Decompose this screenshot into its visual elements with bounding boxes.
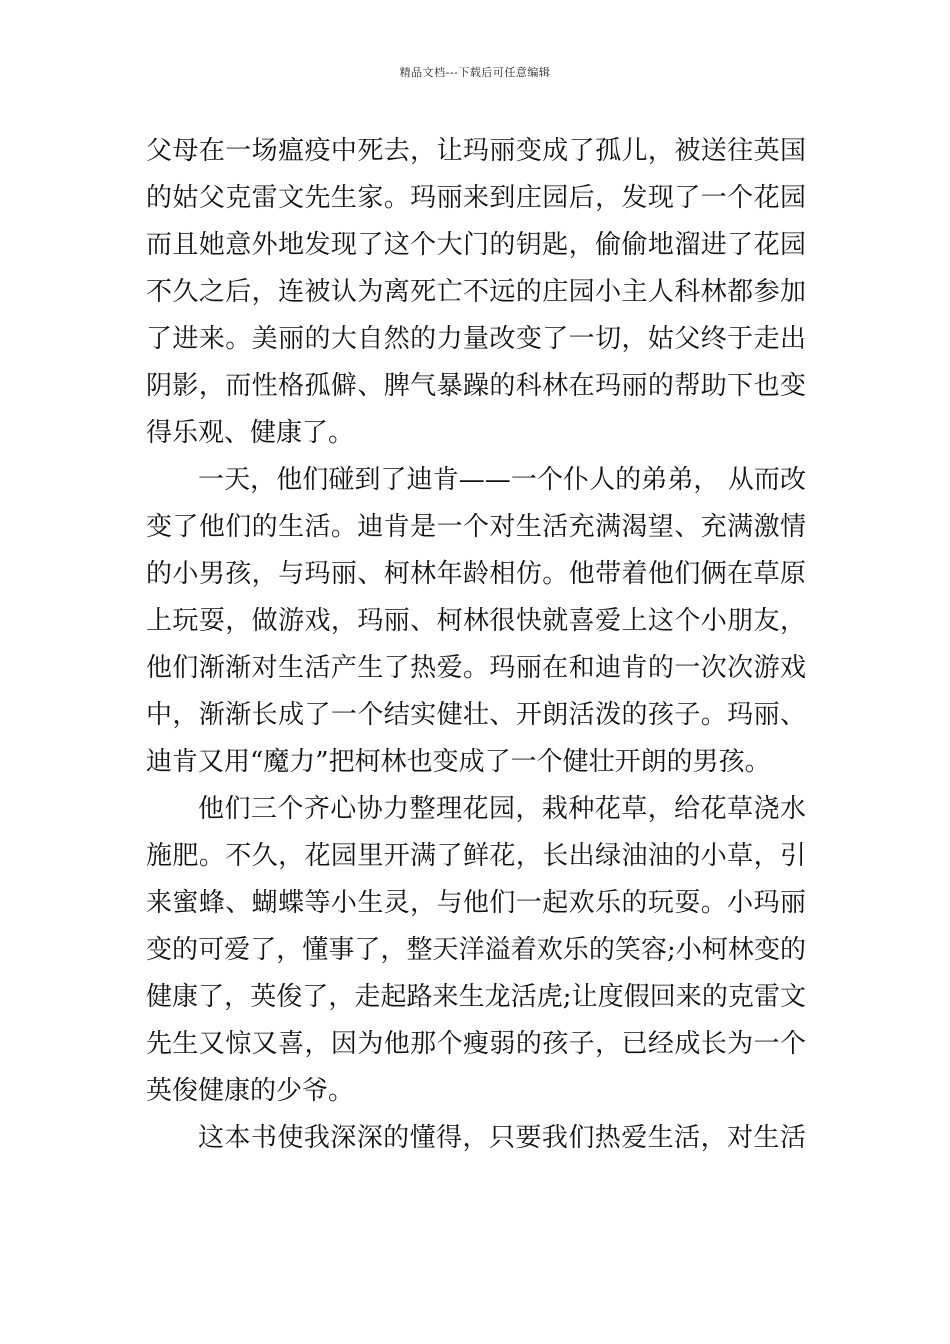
text-line: 健康了，英俊了，走起路来生龙活虎;让度假回来的克雷文 bbox=[146, 982, 806, 1012]
text-line: 先生又惊又喜，因为他那个瘦弱的孩子，已经成长为一个 bbox=[146, 1029, 806, 1059]
text-line: 来蜜蜂、蝴蝶等小生灵，与他们一起欢乐的玩耍。小玛丽 bbox=[146, 888, 806, 918]
page-header: 精品文档---下载后可任意编辑 bbox=[399, 66, 551, 79]
paragraph-first-line: 这本书使我深深的懂得，只要我们热爱生活，对生活 bbox=[198, 1123, 806, 1153]
paragraph-first-line: 一天，他们碰到了迪肯——一个仆人的弟弟， 从而改 bbox=[198, 465, 806, 495]
text-line: 父母在一场瘟疫中死去，让玛丽变成了孤儿，被送往英国 bbox=[146, 136, 806, 166]
text-line: 中，渐渐长成了一个结实健壮、开朗活泼的孩子。玛丽、 bbox=[146, 700, 806, 730]
text-line: 他们渐渐对生活产生了热爱。玛丽在和迪肯的一次次游戏 bbox=[146, 653, 806, 683]
text-line: 不久之后，连被认为离死亡不远的庄园小主人科林都参加 bbox=[146, 277, 806, 307]
text-line: 施肥。不久，花园里开满了鲜花，长出绿油油的小草，引 bbox=[146, 841, 806, 871]
text-line: 变了他们的生活。迪肯是一个对生活充满渴望、充满激情 bbox=[146, 512, 806, 542]
text-line: 变的可爱了，懂事了，整天洋溢着欢乐的笑容;小柯林变的 bbox=[146, 935, 806, 965]
paragraph-first-line: 他们三个齐心协力整理花园，栽种花草，给花草浇水 bbox=[198, 794, 806, 824]
text-line: 上玩耍，做游戏，玛丽、柯林很快就喜爱上这个小朋友， bbox=[146, 606, 806, 636]
text-line: 得乐观、健康了。 bbox=[146, 418, 355, 448]
text-line: 阴影，而性格孤僻、脾气暴躁的科林在玛丽的帮助下也变 bbox=[146, 371, 806, 401]
text-line: 的小男孩，与玛丽、柯林年龄相仿。他带着他们俩在草原 bbox=[146, 559, 806, 589]
document-body bbox=[146, 128, 806, 1162]
text-line: 而且她意外地发现了这个大门的钥匙，偷偷地溜进了花园 bbox=[146, 230, 806, 260]
text-line: 英俊健康的少爷。 bbox=[146, 1076, 355, 1106]
text-line: 的姑父克雷文先生家。玛丽来到庄园后，发现了一个花园 bbox=[146, 183, 806, 213]
text-line: 迪肯又用“魔力”把柯林也变成了一个健壮开朗的男孩。 bbox=[146, 747, 771, 777]
text-line: 了进来。美丽的大自然的力量改变了一切，姑父终于走出 bbox=[146, 324, 806, 354]
